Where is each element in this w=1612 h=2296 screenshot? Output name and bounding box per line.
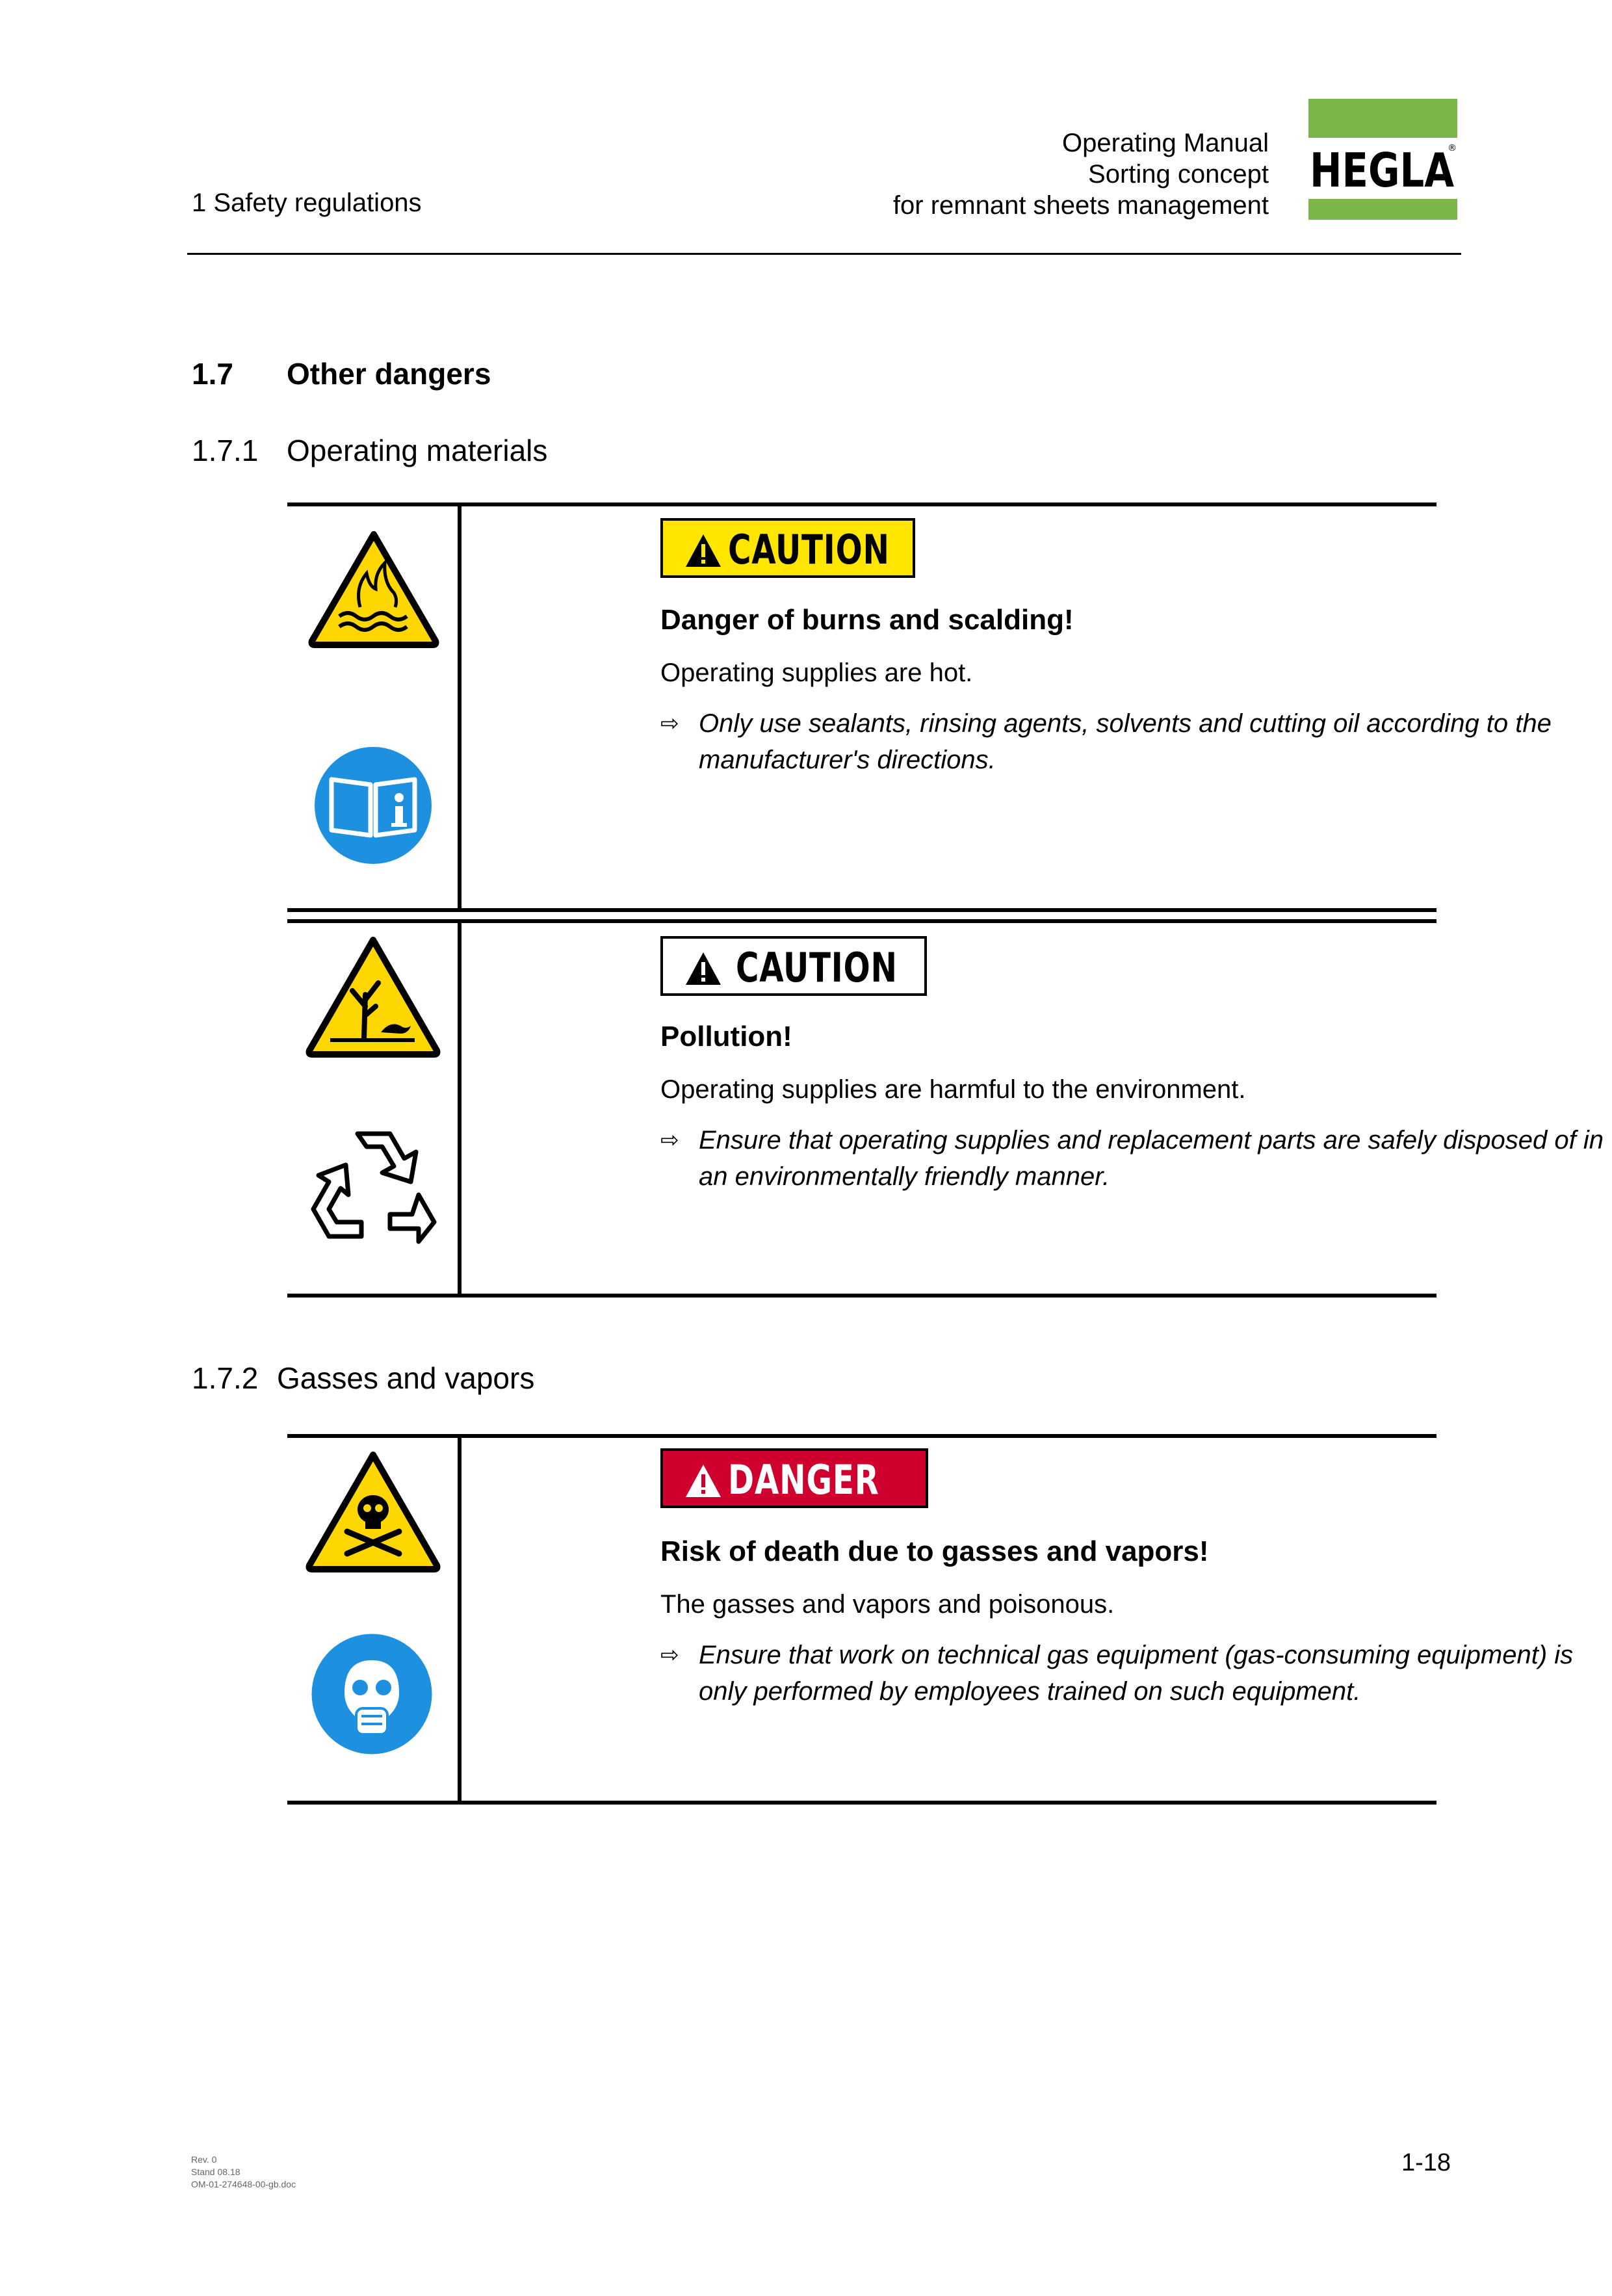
arrow-right-icon: ⇨ xyxy=(660,1128,679,1153)
registered-mark: ® xyxy=(1448,143,1457,153)
instruction-text: Ensure that work on technical gas equipment (gas-consuming equipment) is only performed by employees trained on such equipment. xyxy=(699,1641,1574,1706)
document-title xyxy=(684,127,1269,221)
signal-word: DANGER xyxy=(728,1456,879,1504)
stand-label: Stand 08.18 xyxy=(191,2167,240,2177)
subsection-number: 1.7.1 xyxy=(192,434,259,467)
document-metadata xyxy=(191,2154,296,2191)
hegla-logo xyxy=(1308,99,1457,220)
subsection-number: 1.7.2 xyxy=(192,1361,259,1395)
document-title-line: Operating Manual xyxy=(1062,129,1269,157)
safety-instruction xyxy=(660,1122,1612,1195)
danger-signal-panel xyxy=(660,1448,928,1508)
document-title-line: for remnant sheets management xyxy=(892,191,1269,220)
hazard-description: Operating supplies are hot. xyxy=(660,659,973,687)
signal-word: CAUTION xyxy=(736,944,898,991)
warning-box-burns xyxy=(287,502,1552,912)
arrow-right-icon: ⇨ xyxy=(660,1643,679,1667)
hot-surface-warning-icon xyxy=(307,529,441,650)
warning-box-gasses xyxy=(287,1434,1574,1805)
caution-signal-panel xyxy=(660,936,927,996)
caution-signal-panel xyxy=(660,518,915,578)
hazard-description: The gasses and vapors and poisonous. xyxy=(660,1590,1115,1619)
warning-box-pollution xyxy=(287,919,1604,1298)
recycling-icon xyxy=(307,1118,441,1246)
document-title-line: Sorting concept xyxy=(1088,160,1269,189)
instruction-text: Only use sealants, rinsing agents, solvents and cutting oil according to the manufacturer's directions. xyxy=(699,709,1552,774)
header-divider xyxy=(187,253,1461,255)
alert-triangle-icon xyxy=(684,532,723,569)
toxic-warning-icon xyxy=(304,1450,442,1574)
subsection-title: Operating materials xyxy=(287,434,548,467)
page-number: 1-18 xyxy=(1401,2149,1451,2176)
section-heading xyxy=(192,356,491,391)
alert-triangle-icon xyxy=(684,950,723,987)
revision-label: Rev. 0 xyxy=(191,2154,217,2165)
alert-triangle-icon xyxy=(684,1463,723,1499)
hazard-description: Operating supplies are harmful to the environment. xyxy=(660,1075,1246,1104)
signal-word: CAUTION xyxy=(728,526,890,573)
subsection-title: Gasses and vapors xyxy=(277,1361,535,1395)
instruction-text: Ensure that operating supplies and replacement parts are safely disposed of in an environmentally friendly manner. xyxy=(699,1126,1604,1191)
hazard-title: Pollution! xyxy=(660,1021,792,1052)
hazard-title: Risk of death due to gasses and vapors! xyxy=(660,1535,1209,1567)
chapter-title: 1 Safety regulations xyxy=(192,189,422,217)
warning-divider xyxy=(458,506,462,908)
subsection-heading-gasses-vapors xyxy=(192,1361,534,1396)
subsection-heading-operating-materials xyxy=(192,433,547,468)
arrow-right-icon: ⇨ xyxy=(660,711,679,736)
environmental-hazard-icon xyxy=(304,935,442,1060)
warning-divider xyxy=(458,923,462,1294)
respirator-mandatory-icon xyxy=(308,1630,436,1758)
file-name-label: OM-01-274648-00-gb.doc xyxy=(191,2179,296,2189)
section-title: Other dangers xyxy=(287,357,491,391)
logo-text: HEGLA xyxy=(1310,143,1455,198)
warning-divider xyxy=(458,1438,462,1801)
safety-instruction xyxy=(660,705,1612,778)
section-number: 1.7 xyxy=(192,357,233,391)
hazard-title: Danger of burns and scalding! xyxy=(660,604,1074,636)
read-manual-icon xyxy=(313,746,433,865)
safety-instruction xyxy=(660,1637,1612,1710)
